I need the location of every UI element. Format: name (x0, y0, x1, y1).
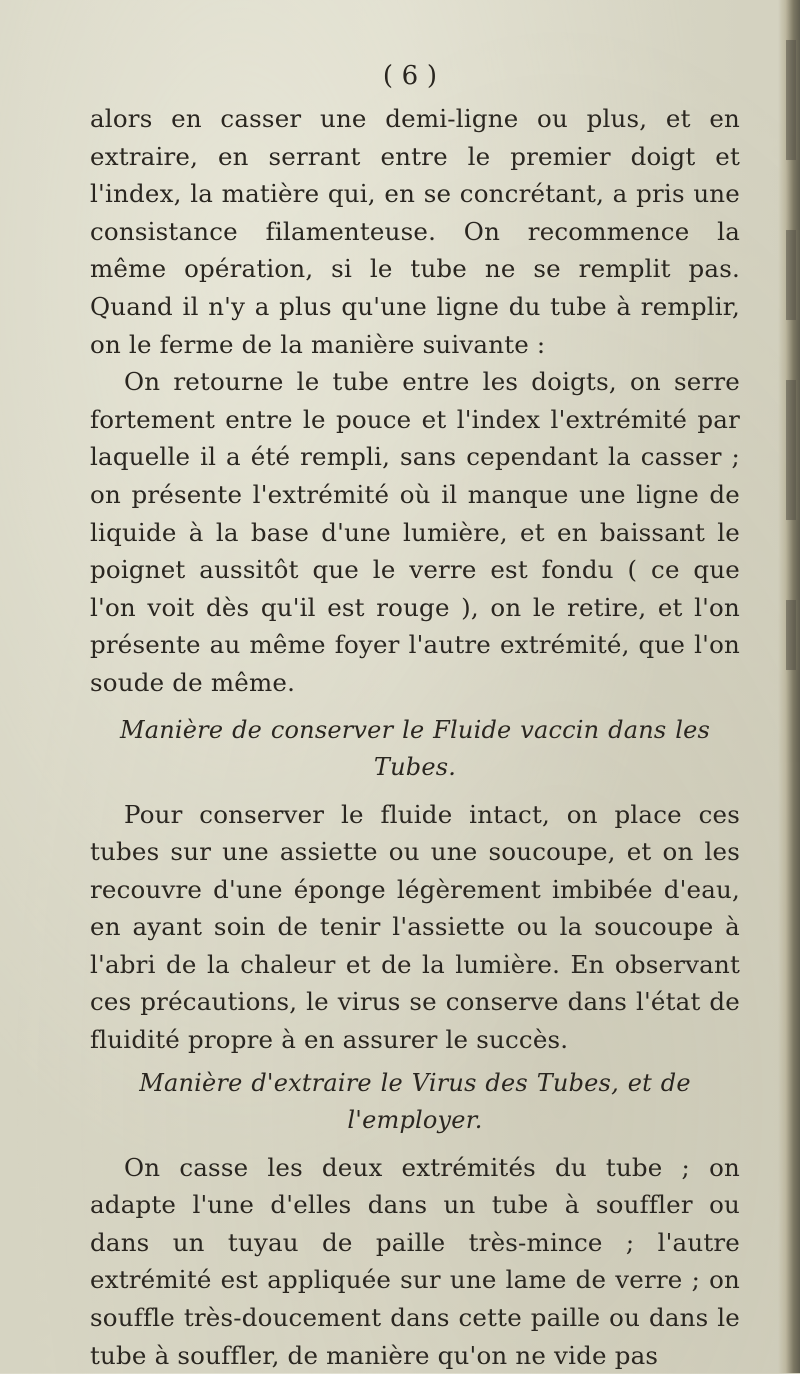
section-text-extract: On casse les deux extrémités du tube ; on adapte l'une d'elles dans un tube à souffler ou dans un tuyau de paille très-mince ; l'autre extrémité est appliquée sur une lame de verre ; on souffle très-doucement dans cette paille ou dans le tube à souffler, de manière qu'on ne vide pas (90, 1152, 740, 1370)
section-heading-extract: Manière d'extraire le Virus des Tubes, et de l'employer. (139, 1068, 691, 1134)
section-text-conserve: Pour conserver le fluide intact, on place ces tubes sur une assiette ou une soucoupe, et on les recouvre d'une éponge légèrement imbibée d'eau, en ayant soin de tenir l'assiette ou la soucoupe à l'abri de la chaleur et de la lumière. En observant ces précautions, le virus se conserve dans l'état de fluidité propre à en assurer le succès. (90, 799, 740, 1055)
section-heading-conserve: Manière de conserver le Fluide vaccin dans les Tubes. (119, 715, 711, 781)
paragraph-continuation: alors en casser une demi-ligne ou plus, et en extraire, en serrant entre le premier doigt et l'index, la matière qui, en se concrétant, a pris une consistance filamenteuse. On recommence la même opération, si le tube ne se remplit pas. Quand il n'y a plus qu'une ligne du tube à remplir, on le ferme de la manière suivante : (90, 104, 740, 359)
paragraph-closing-tube: On retourne le tube entre les doigts, on serre fortement entre le pouce et l'index l'extrémité par laquelle il a été rempli, sans cependant la casser ; on présente l'extrémité où il manque une ligne de liquide à la base d'une lumière, et en baissant le poignet aussitôt que le verre est fondu ( ce que l'on voit dès qu'il est rouge ), on le retire, et l'on présente au même foyer l'autre extrémité, que l'on soude de même. (90, 367, 740, 697)
page-edge-shadow (778, 0, 800, 1373)
page-text (90, 58, 740, 1374)
page-number: ( 6 ) (382, 61, 438, 91)
